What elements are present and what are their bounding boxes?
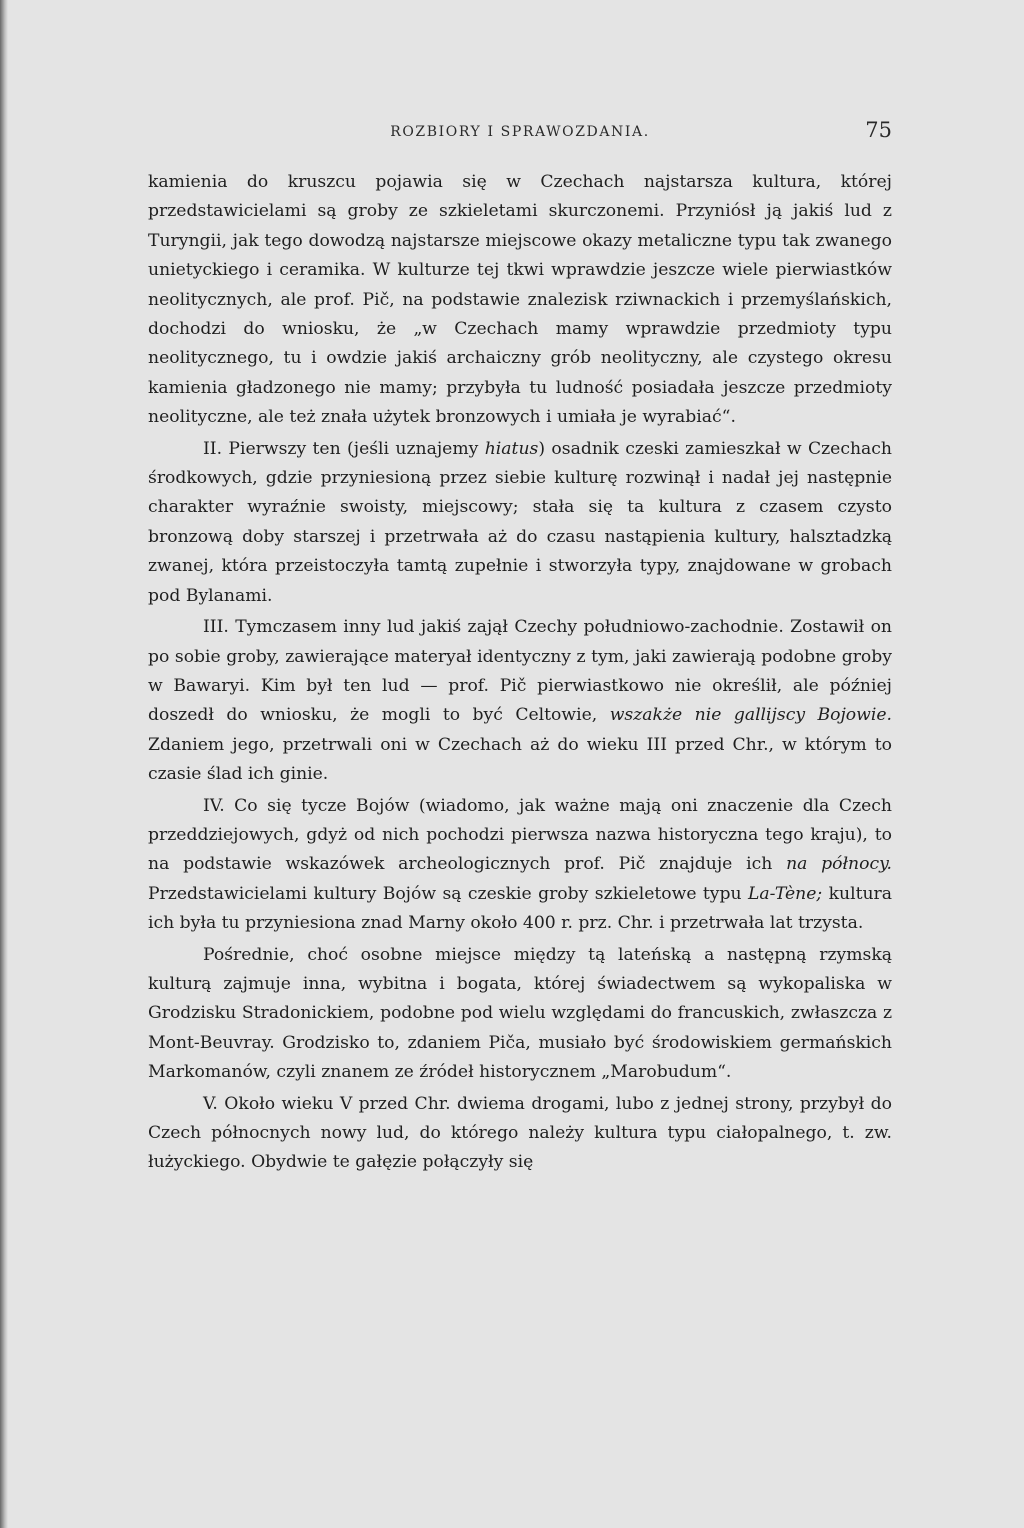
text-run: Przedstawicielami kultury Bojów są czeskie groby szkieletowe typu bbox=[148, 883, 748, 904]
text-run: kultura ich była tu przyniesiona znad Marny około 400 r. prz. Chr. i przetrwała lat trzysta. bbox=[148, 883, 893, 934]
italic-phrase: na północy. bbox=[786, 854, 892, 875]
scan-edge bbox=[0, 0, 8, 1528]
text-run: II. Pierwszy ten (jeśli uznajemy bbox=[203, 438, 485, 459]
page-number: 75 bbox=[865, 118, 892, 142]
paragraph-section-iv bbox=[148, 792, 892, 939]
text-run: ) osadnik czeski zamieszkał w Czechach środkowych, gdzie przyniesioną przez siebie kulturę rozwinął i nadał jej następnie charakter wyraźnie swoisty, miejscowy; stała się ta kultura z czasem czysto bronzową doby starszej i przetrwała aż do czasu nastąpienia kultury, halsztadzką zwanej, która przeistoczyła tamtą zupełnie i stworzyła typy, znajdowane w grobach pod Bylanami. bbox=[148, 438, 892, 606]
text-run: IV. Co się tycze Bojów (wiadomo, jak ważne mają oni znaczenie dla Czech przeddziejowych, gdyż od nich pochodzi pierwsza nazwa historyczna tego kraju), to na podstawie wskazówek archeologicznych prof. Pič znajduje ich bbox=[148, 795, 892, 875]
paragraph-section-v: V. Około wieku V przed Chr. dwiema drogami, lubo z jednej strony, przybył do Czech północnych nowy lud, do którego należy kultura typu ciałopalnego, t. zw. łużyckiego. Obydwie te gałęzie połączyły się bbox=[148, 1093, 892, 1173]
page-header bbox=[148, 118, 892, 148]
paragraph-section-ii bbox=[148, 435, 892, 611]
paragraph-section-iii bbox=[148, 613, 892, 789]
paragraph-stradonice: Pośrednie, choć osobne miejsce między tą lateńską a następną rzymską kulturą zajmuje inna, wybitna i bogata, której świadectwem są wykopaliska w Grodzisku Stradonickiem, podobne pod wielu względami do francuskich, zwłaszcza z Mont-Beuvray. Grodzisko to, zdaniem Piča, musiało być środowiskiem germańskich Markomanów, czyli znanem ze źródeł historycznem „Marobudum“. bbox=[148, 944, 892, 1083]
book-page bbox=[148, 118, 892, 1178]
italic-phrase: wszakże nie gallijscy Bojowie. bbox=[609, 705, 892, 726]
body-text bbox=[148, 168, 892, 1178]
italic-term: La-Tène; bbox=[748, 883, 823, 904]
text-run: Zdaniem jego, przetrwali oni w Czechach aż do wieku III przed Chr., w którym to czasie ślad ich ginie. bbox=[148, 734, 892, 785]
text-run: III. Tymczasem inny lud jakiś zajął Czechy południowo-zachodnie. Zostawił on po sobie groby, zawierające materyał identyczny z tym, jaki zawierają podobne groby w Bawaryi. Kim był ten lud — prof. Pič pierwiastkowo nie określił, ale później doszedł do wniosku, że mogli to być Celtowie, bbox=[148, 617, 892, 726]
italic-term: hiatus bbox=[484, 438, 539, 459]
running-title: ROZBIORY I SPRAWOZDANIA. bbox=[390, 124, 650, 140]
paragraph-continuation: kamienia do kruszcu pojawia się w Czechach najstarsza kultura, której przedstawicielami są groby ze szkieletami skurczonemi. Przyniósł ją jakiś lud z Turyngii, jak tego dowodzą najstarsze miejscowe okazy metaliczne typu tak zwanego unietyckiego i ceramika. W kulturze tej tkwi wprawdzie jeszcze wiele pierwiastków neolitycznych, ale prof. Pič, na podstawie znalezisk rziwnackich i przemyślańskich, dochodzi do wniosku, że „w Czechach mamy wprawdzie przedmioty typu neolitycznego, tu i owdzie jakiś archaiczny grób neolityczny, ale czystego okresu kamienia gładzonego nie mamy; przybyła tu ludność posiadała jeszcze przedmioty neolityczne, ale też znała użytek bronzowych i umiała je wyrabiać“. bbox=[148, 172, 892, 428]
